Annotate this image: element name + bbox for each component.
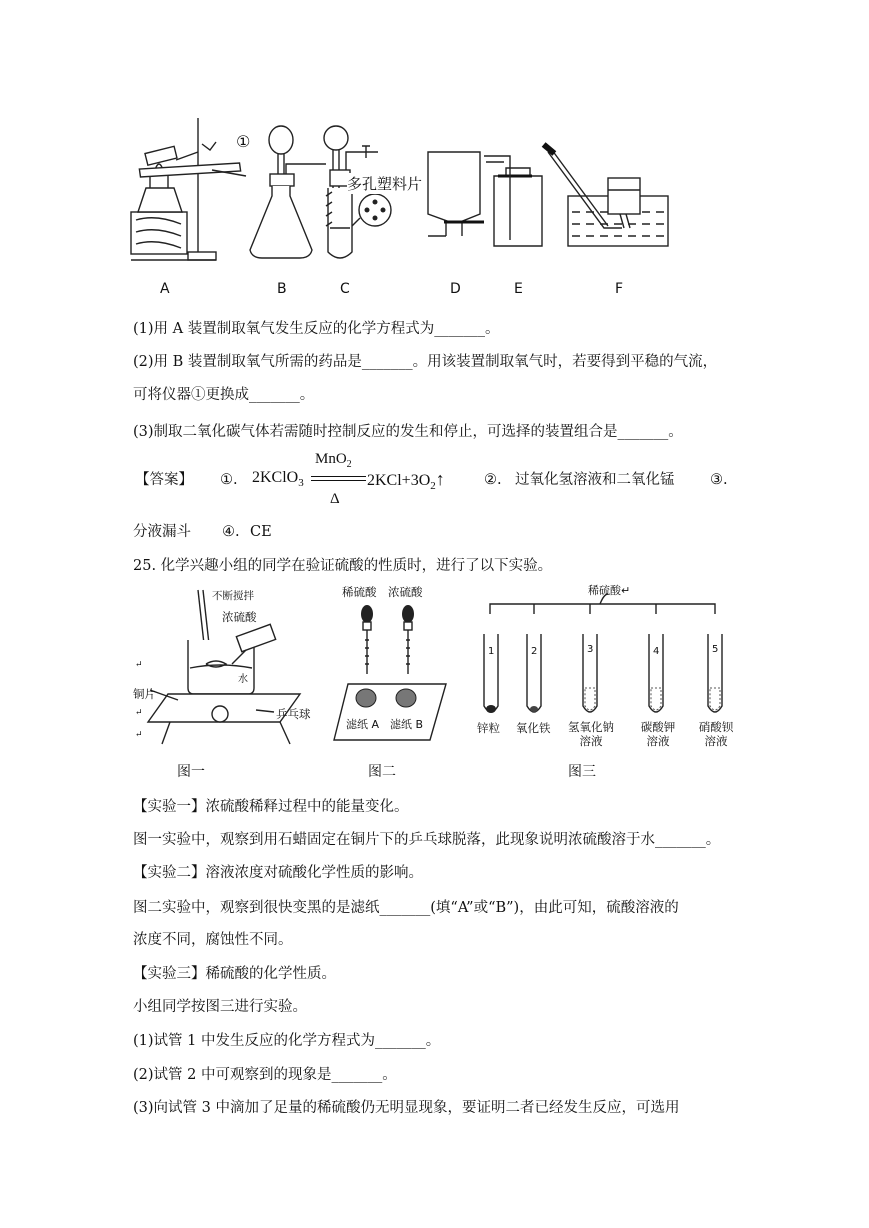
fig2-paper-b-label: 滤纸 B [390,718,424,731]
fig2-dilute-label: 稀硫酸 [342,585,377,599]
fig3-top-label: 稀硫酸↵ [588,584,631,597]
fig2-caption: 图二 [368,764,396,780]
answer-num-4: ④. [222,524,240,540]
fig2-conc-label: 浓硫酸 [388,585,423,599]
fig1-ball-label: 乒乓球 [276,707,311,721]
question-line: (3)制取二氧化碳气体若需随时控制反应的发生和停止，可选择的装置组合是_______。 [133,424,683,440]
answer-num-3: ③. [710,472,728,488]
question-line: (1)用 A 装置制取氧气发生反应的化学方程式为_______。 [133,321,500,337]
fig1-return-mark: ↵ [135,660,143,670]
question-line: (3)向试管 3 中滴加了足量的稀硫酸仍无明显现象，要证明二者已经发生反应，可选用 [133,1100,680,1116]
section-heading: 【实验三】稀硫酸的化学性质。 [133,966,336,982]
fig1-water-label: 水 [238,674,248,685]
tube-number: 3 [587,644,594,655]
fig3-drawing [484,594,722,713]
answer-3: 分液漏斗 [133,524,191,540]
fig1-copper-label: 铜片 [133,687,156,701]
paragraph-line: 图一实验中，观察到用石蜡固定在铜片下的乒乓球脱落，此现象说明浓硫酸溶于水_______。 [133,832,721,848]
label-c: C [340,281,350,297]
answer-2: 过氧化氢溶液和二氧化锰 [515,472,675,488]
tube-label-iron-oxide: 氧化铁 [516,721,551,735]
tube-number: 4 [653,646,660,657]
tube-number: 1 [488,646,495,657]
fig1-return-mark: ↵ [135,730,143,740]
tube-number: 2 [531,646,538,657]
label-b: B [277,281,287,297]
equation-catalyst: MnO$_2$ [315,451,352,470]
equation-heat: Δ [330,491,340,507]
porous-plate-label: 多孔塑料片 [347,175,423,193]
paragraph-line: 浓度不同，腐蚀性不同。 [133,932,293,948]
question-line: 可将仪器①更换成_______。 [133,387,315,403]
tube-label-naoh: 氢氧化钠溶液 [568,720,614,748]
answer-num-1: ①. [220,472,238,488]
label-f: F [615,281,624,297]
section-heading: 【实验一】浓硫酸稀释过程中的能量变化。 [133,799,409,815]
label-e: E [514,281,523,297]
answer-num-2: ②. [484,472,502,488]
tube-label-k2co3: 碳酸钾溶液 [640,720,676,748]
tube-label-zinc: 锌粒 [477,721,500,735]
question-25: 25. 化学兴趣小组的同学在验证硫酸的性质时，进行了以下实验。 [133,558,553,574]
paragraph-line: 图二实验中，观察到很快变黑的是滤纸_______(填“A”或“B”)，由此可知，硫酸溶液的 [133,900,679,916]
question-line: (2)试管 2 中可观察到的现象是_______。 [133,1067,397,1083]
tube-label-bano3: 硝酸钡溶液 [698,720,734,748]
paragraph-line: 小组同学按图三进行实验。 [133,999,307,1015]
fig1-caption: 图一 [177,764,205,780]
question-line: (1)试管 1 中发生反应的化学方程式为_______。 [133,1033,441,1049]
answer-label: 【答案】 [135,472,193,488]
circle-mark-label: ① [236,132,251,151]
fig3-caption: 图三 [568,764,596,780]
fig1-stir-label: 不断搅拌 [212,590,254,602]
fig2-paper-a-label: 滤纸 A [346,718,380,731]
label-d: D [450,281,461,297]
fig1-return-mark: ↵ [135,708,143,718]
label-a: A [160,281,170,297]
question-line: (2)用 B 装置制取氧气所需的药品是_______。用该装置制取氧气时，若要得到平稳的气流， [133,354,718,370]
section-heading: 【实验二】溶液浓度对硫酸化学性质的影响。 [133,865,423,881]
answer-4: CE [250,524,272,540]
equation-product: $2KCl+3O_2↑$ [367,469,445,493]
tube-number: 5 [712,644,719,655]
equation-reactant: 2KClO$_3$ [252,469,304,490]
fig1-acid-label: 浓硫酸 [222,610,257,624]
